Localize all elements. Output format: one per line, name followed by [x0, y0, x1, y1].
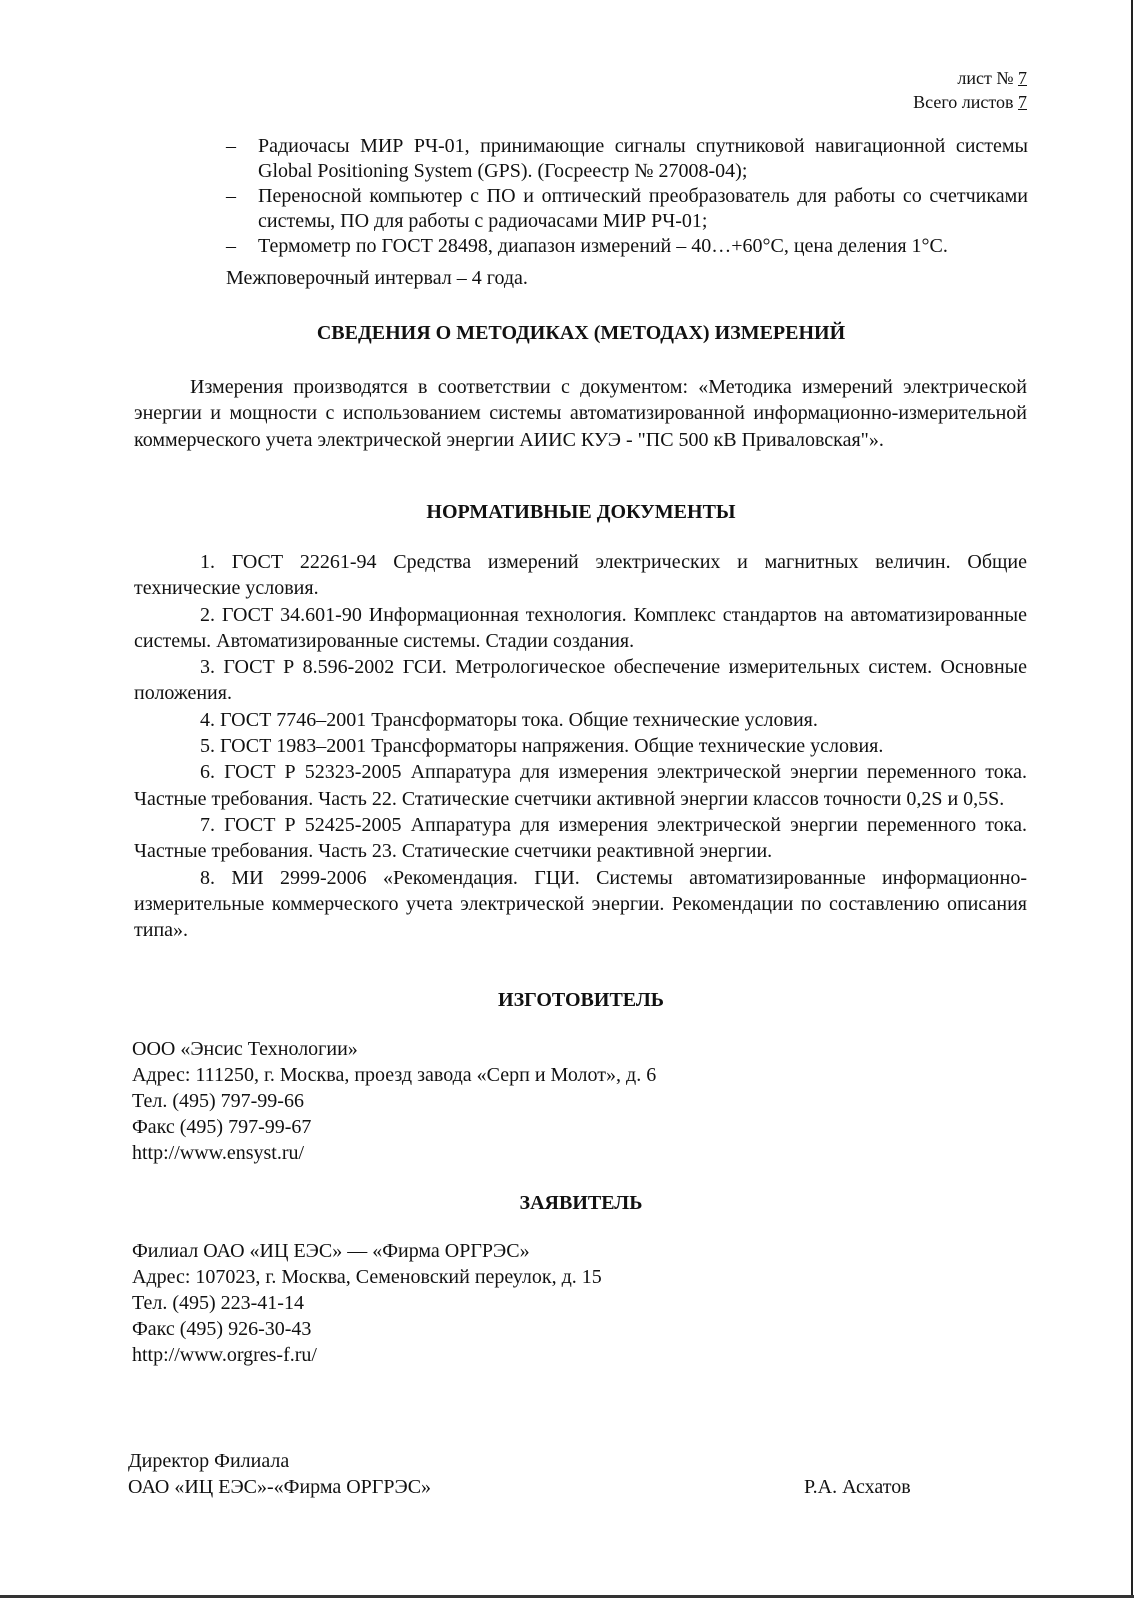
applicant-contact: [132, 1238, 602, 1368]
list-item-text: Термометр по ГОСТ 28498, диапазон измерений – 40…+60°С, цена деления 1°С.: [258, 235, 948, 257]
manufacturer-name: ООО «Энсис Технологии»: [132, 1038, 358, 1060]
sheet-label: лист №: [957, 68, 1014, 88]
manufacturer-address: Адрес: 111250, г. Москва, проезд завода «Серп и Молот», д. 6: [132, 1064, 657, 1086]
applicant-website: http://www.orgres-f.ru/: [132, 1344, 317, 1366]
total-sheets-line: [913, 90, 1027, 114]
normative-item: 8. МИ 2999-2006 «Рекомендация. ГЦИ. Системы автоматизированные информационно-измерительные коммерческого учета электрической энергии. Рекомендации по составлению описания типа».: [134, 866, 1027, 942]
manufacturer-contact: [132, 1036, 656, 1166]
manufacturer-fax: Факс (495) 797-99-67: [132, 1116, 312, 1138]
applicant-phone: Тел. (495) 223-41-14: [132, 1292, 304, 1314]
signatory-position-line1: Директор Филиала: [128, 1450, 290, 1472]
normative-item: 7. ГОСТ Р 52425-2005 Аппаратура для измерения электрической энергии переменного тока. Частные требования. Часть 23. Статические счетчики реактивной энергии.: [134, 813, 1027, 863]
scan-edge-right: [1131, 0, 1133, 1598]
signatory-name: Р.А. Асхатов: [804, 1476, 911, 1498]
section-title-normative: НОРМАТИВНЫЕ ДОКУМЕНТЫ: [426, 501, 736, 523]
list-item: [226, 134, 1028, 184]
total-label: Всего листов: [913, 92, 1014, 112]
bullet-dash: –: [226, 235, 236, 257]
normative-item: 4. ГОСТ 7746–2001 Трансформаторы тока. Общие технические условия.: [200, 708, 818, 731]
section-title-manufacturer: ИЗГОТОВИТЕЛЬ: [498, 989, 664, 1011]
normative-item: 3. ГОСТ Р 8.596-2002 ГСИ. Метрологическое обеспечение измерительных систем. Основные положения.: [134, 656, 1027, 705]
verification-interval: Межповерочный интервал – 4 года.: [226, 267, 528, 289]
applicant-address: Адрес: 107023, г. Москва, Семеновский переулок, д. 15: [132, 1266, 602, 1288]
manufacturer-website: http://www.ensyst.ru/: [132, 1142, 305, 1164]
normative-item: 5. ГОСТ 1983–2001 Трансформаторы напряжения. Общие технические условия.: [200, 735, 884, 758]
normative-item: 2. ГОСТ 34.601-90 Информационная технология. Комплекс стандартов на автоматизированные системы. Автоматизированные системы. Стадии создания.: [134, 603, 1027, 652]
section-title-methods: СВЕДЕНИЯ О МЕТОДИКАХ (МЕТОДАХ) ИЗМЕРЕНИЙ: [316, 322, 846, 344]
signatory-position-line2: ОАО «ИЦ ЕЭС»-«Фирма ОРГРЭС»: [128, 1476, 432, 1498]
normative-documents-list: [134, 549, 1027, 943]
methods-paragraph: Измерения производятся в соответствии с документом: «Методика измерений электрической энергии и мощности с использованием системы автоматизированной информационно-измерительной коммерческого учета электрической энергии АИИС КУЭ - "ПС 500 кВ Приваловская"».: [134, 376, 1027, 451]
bullet-dash: –: [226, 135, 236, 157]
manufacturer-phone: Тел. (495) 797-99-66: [132, 1090, 304, 1112]
normative-item: 6. ГОСТ Р 52323-2005 Аппаратура для измерения электрической энергии переменного тока. Частные требования. Часть 22. Статические счетчики активной энергии классов точности 0,2S и 0,5S.: [134, 761, 1027, 810]
section-title-applicant: ЗАЯВИТЕЛЬ: [519, 1192, 643, 1214]
list-item-text: Радиочасы МИР РЧ-01, принимающие сигналы спутниковой навигационной системы Global Positioning System (GPS). (Госреестр № 27008-04);: [258, 135, 1028, 182]
sheet-number: 7: [1018, 68, 1027, 88]
bullet-dash: –: [226, 185, 236, 207]
normative-item: 1. ГОСТ 22261-94 Средства измерений электрических и магнитных величин. Общие технические условия.: [134, 551, 1027, 600]
applicant-name: Филиал ОАО «ИЦ ЕЭС» — «Фирма ОРГРЭС»: [132, 1240, 530, 1262]
applicant-fax: Факс (495) 926-30-43: [132, 1318, 312, 1340]
sheet-number-line: [913, 66, 1027, 90]
signatory-position: [128, 1448, 431, 1500]
list-item-text: Переносной компьютер с ПО и оптический преобразователь для работы со счетчиками системы, ПО для работы с радиочасами МИР РЧ-01;: [258, 185, 1028, 232]
total-number: 7: [1018, 92, 1027, 112]
sheet-info: [913, 66, 1027, 114]
equipment-list: [226, 134, 1028, 259]
list-item: [226, 184, 1028, 234]
list-item: [226, 234, 1028, 259]
